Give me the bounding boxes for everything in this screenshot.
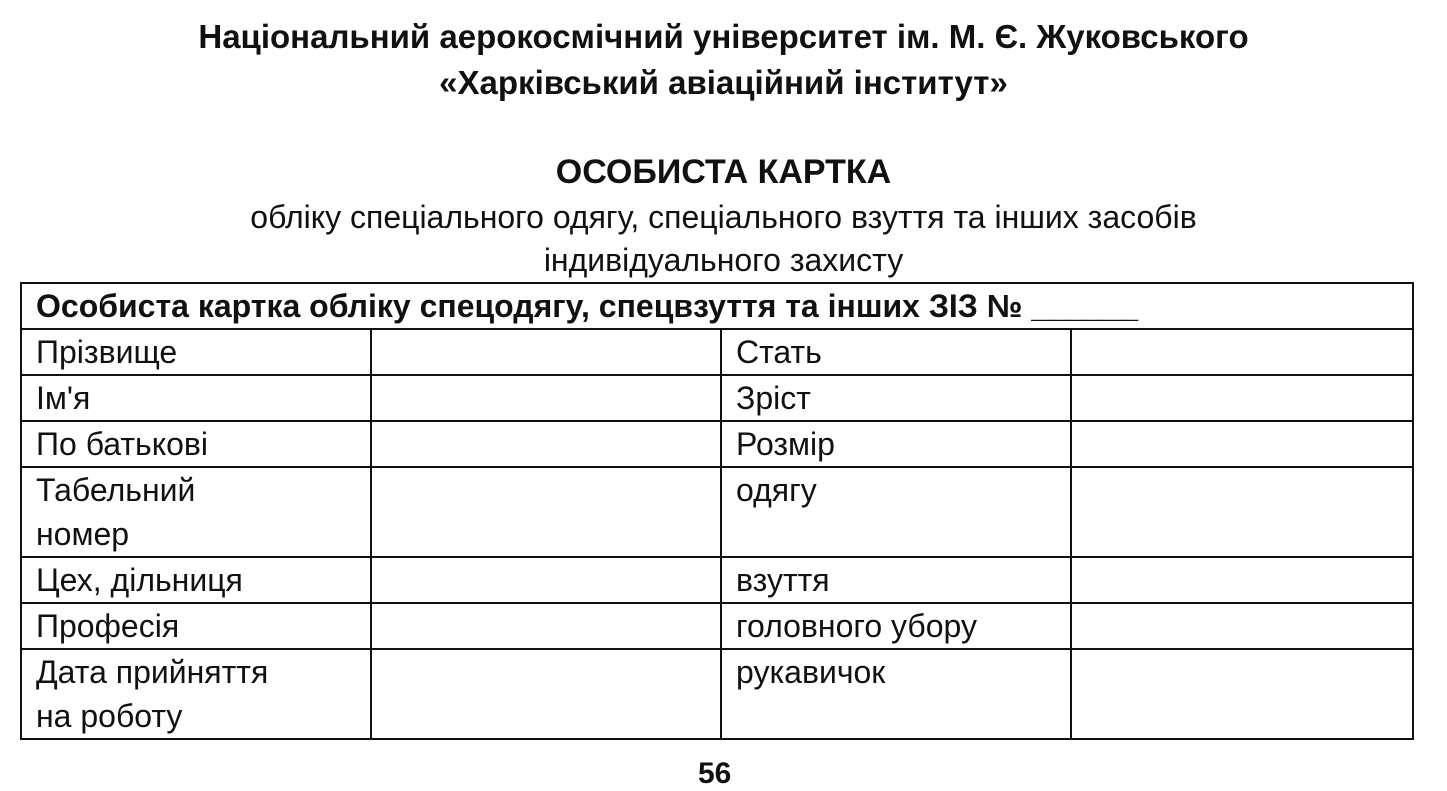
table-header-row	[21, 283, 1413, 329]
page-number: 56	[698, 757, 732, 790]
row-label-patronymic: По батькові	[21, 421, 371, 467]
row-label-first-name: Ім'я	[21, 375, 371, 421]
table-row	[21, 421, 1413, 467]
row-label-sex: Стать	[721, 329, 1071, 375]
university-name	[0, 14, 1447, 106]
card-subtitle-line2: індивідуального захисту	[543, 242, 904, 278]
row-label-size: Розмір	[721, 421, 1071, 467]
row-label-personnel-number-line2: номер	[36, 516, 130, 552]
table-row	[21, 329, 1413, 375]
table-row	[21, 557, 1413, 603]
row-label-hire-date-line1: Дата прийняття	[36, 654, 269, 690]
field-shoe-size[interactable]	[1071, 557, 1413, 603]
field-surname[interactable]	[371, 329, 721, 375]
university-name-line2: «Харківський авіаційний інститут»	[439, 64, 1008, 101]
row-label-height: Зріст	[721, 375, 1071, 421]
table-row	[21, 649, 1413, 739]
table-row	[21, 375, 1413, 421]
row-label-headwear-size: головного убору	[721, 603, 1071, 649]
row-label-personnel-number	[21, 467, 371, 557]
field-sex[interactable]	[1071, 329, 1413, 375]
field-height[interactable]	[1071, 375, 1413, 421]
row-label-hire-date	[21, 649, 371, 739]
field-hire-date[interactable]	[371, 649, 721, 739]
field-workshop[interactable]	[371, 557, 721, 603]
row-label-surname: Прізвище	[21, 329, 371, 375]
field-size[interactable]	[1071, 421, 1413, 467]
field-headwear-size[interactable]	[1071, 603, 1413, 649]
row-label-workshop: Цех, дільниця	[21, 557, 371, 603]
row-label-clothing-size: одягу	[721, 467, 1071, 557]
table-row	[21, 467, 1413, 557]
card-title: ОСОБИСТА КАРТКА	[555, 153, 892, 191]
card-subtitle-line1: обліку спеціального одягу, спеціального взуття та інших засобів	[250, 199, 1197, 235]
row-label-shoe-size: взуття	[721, 557, 1071, 603]
field-profession[interactable]	[371, 603, 721, 649]
row-label-personnel-number-line1: Табельний	[36, 472, 196, 508]
university-name-line1: Національний аерокосмічний університет ім. М. Є. Жуковського	[198, 18, 1249, 55]
personal-card-table	[20, 282, 1414, 740]
row-label-profession: Професія	[21, 603, 371, 649]
field-personnel-number[interactable]	[371, 467, 721, 557]
field-first-name[interactable]	[371, 375, 721, 421]
field-glove-size[interactable]	[1071, 649, 1413, 739]
row-label-glove-size: рукавичок	[721, 649, 1071, 739]
field-patronymic[interactable]	[371, 421, 721, 467]
row-label-hire-date-line2: на роботу	[36, 698, 183, 734]
field-clothing-size[interactable]	[1071, 467, 1413, 557]
table-row	[21, 603, 1413, 649]
card-subtitle	[0, 196, 1447, 282]
table-header: Особиста картка обліку спецодягу, спецвзуття та інших ЗІЗ № ______	[21, 283, 1413, 329]
